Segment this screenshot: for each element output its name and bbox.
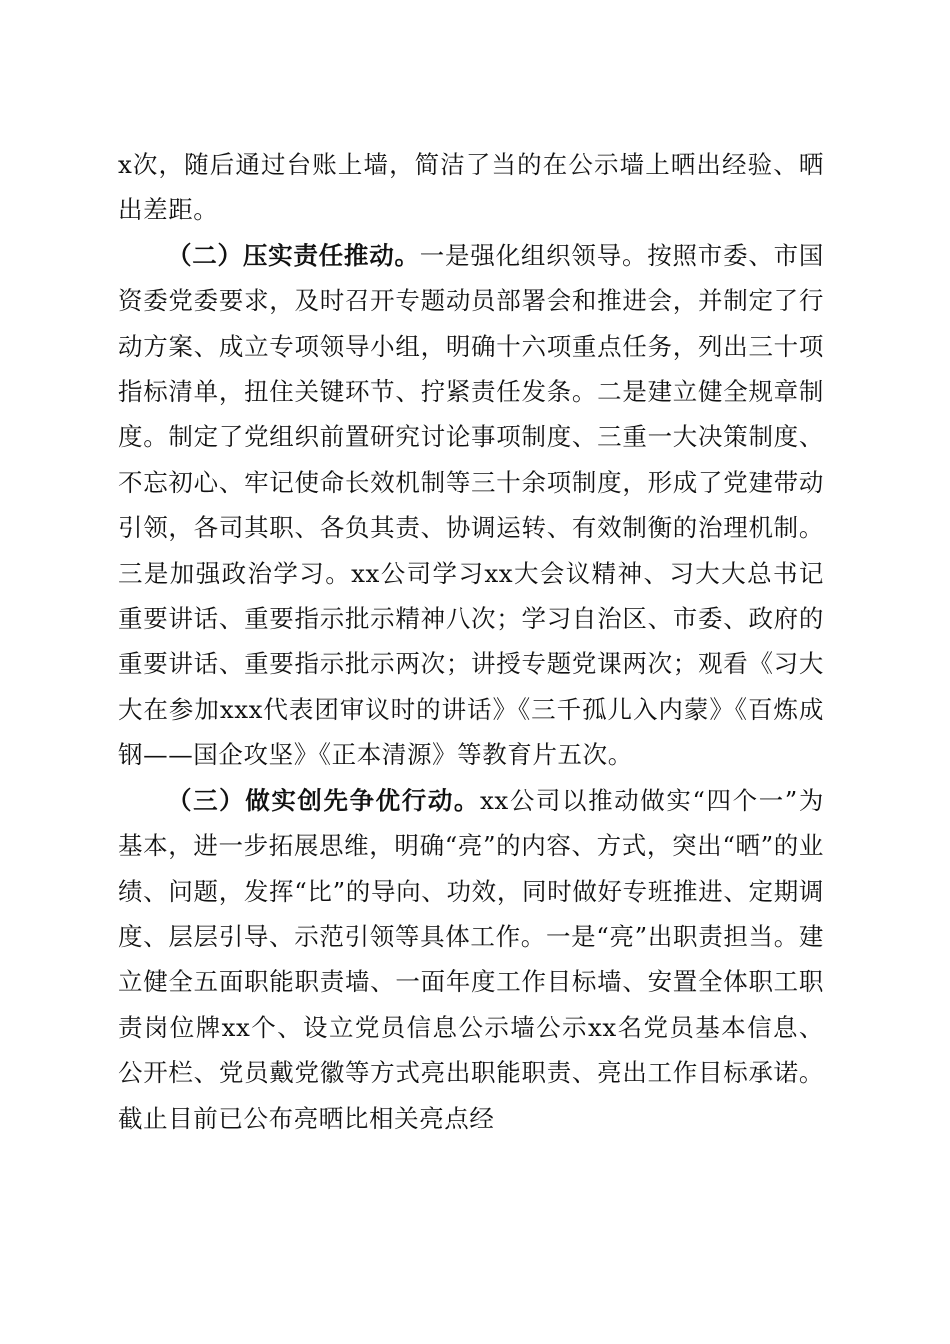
document-body [118, 142, 824, 1141]
paragraph-body: 一是强化组织领导。按照市委、市国资委党委要求，及时召开专题动员部署会和推进会，并制定了行动方案、成立专项领导小组，明确十六项重点任务，列出三十项指标清单，扭住关键环节、拧紧责任发条。二是建立健全规章制度。制定了党组织前置研究讨论事项制度、三重一大决策制度、不忘初心、牢记使命长效机制等三十余项制度，形成了党建带动引领，各司其职、各负其责、协调运转、有效制衡的治理机制。三是加强政治学习。xx公司学习xx大会议精神、习大大总书记重要讲话、重要指示批示精神八次；学习自治区、市委、政府的重要讲话、重要指示批示两次；讲授专题党课两次；观看《习大大在参加xxx代表团审议时的讲话》《三千孤儿入内蒙》《百炼成钢——国企攻坚》《正本清源》等教育片五次。 [118, 240, 824, 770]
paragraph-body: xx公司以推动做实“四个一”为基本，进一步拓展思维，明确“亮”的内容、方式，突出“晒”的业绩、问题，发挥“比”的导向、功效，同时做好专班推进、定期调度、层层引导、示范引领等具体工作。一是“亮”出职责担当。建立健全五面职能职责墙、一面年度工作目标墙、安置全体职工职责岗位牌xx个、设立党员信息公示墙公示xx名党员基本信息、公开栏、党员戴党徽等方式亮出职能职责、亮出工作目标承诺。截止目前已公布亮晒比相关亮点经 [118, 785, 824, 1133]
paragraph-section-3 [118, 778, 824, 1141]
paragraph-continuation [118, 142, 824, 233]
section-heading: （三）做实创先争优行动。 [167, 785, 481, 815]
paragraph-body: x次，随后通过台账上墙，简洁了当的在公示墙上晒出经验、晒出差距。 [118, 150, 824, 225]
section-heading: （二）压实责任推动。 [167, 240, 420, 270]
paragraph-section-2 [118, 233, 824, 778]
